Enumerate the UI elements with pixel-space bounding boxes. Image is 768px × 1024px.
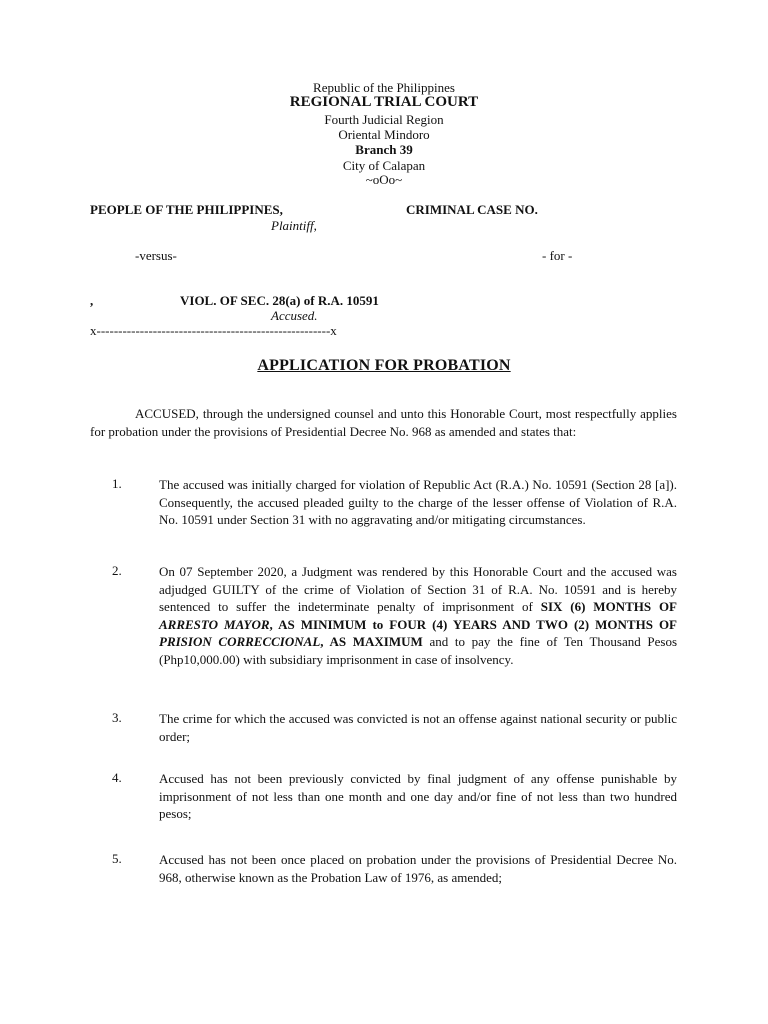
accused-role: Accused. [271,308,318,323]
item-2-bold-c: , AS MAXIMUM [320,634,423,650]
item-2-bold-b: , AS MINIMUM to FOUR (4) YEARS AND TWO (2) MONTHS OF [269,616,677,632]
item-number: 4. [112,770,122,785]
item-2-bold-a: SIX (6) MONTHS OF [540,599,678,615]
item-4-text: Accused has not been previously convicted by final judgment of any offense punishable by imprisonment of not less than one month and one day and/or fine of not less than two hundred pesos; [159,771,677,822]
document-title: APPLICATION FOR PROBATION [257,357,511,374]
offense-label: VIOL. OF SEC. 28(a) of R.A. 10591 [180,293,379,308]
item-2-prision-correccional: PRISION CORRECCIONAL [159,634,321,650]
header-province: Oriental Mindoro [338,127,430,142]
caption-divider: x------------------------------------------------------x [90,323,337,338]
header-ornament: ~oOo~ [365,172,403,187]
item-number: 1. [112,476,122,491]
item-2-text-b: and to pay the fine of Ten Thousand Pesos (Php10,000.00) with subsidiary imprisonment in case of insolvency. [159,634,678,667]
plaintiff-role: Plaintiff, [271,218,317,233]
header-region: Fourth Judicial Region [324,112,444,127]
accused-name-comma: , [90,293,94,308]
item-number: 5. [112,851,122,866]
header-republic: Republic of the Philippines [313,80,455,95]
intro-paragraph: ACCUSED, through the undersigned counsel and unto this Honorable Court, most respectfully applies for probation under the provisions of Presidential Decree No. 968 as amended and states that: [90,406,677,439]
header-court: REGIONAL TRIAL COURT [289,94,479,110]
item-1-text: The accused was initially charged for violation of Republic Act (R.A.) No. 10591 (Section 28 [a]). Consequently, the accused pleaded guilty to the charge of the lesser offense of Violation of R.A. No. 10591 under Section 31 with no aggravating and/or mitigating circumstances. [159,477,677,528]
case-number-label: CRIMINAL CASE NO. [406,202,538,217]
item-3-text: The crime for which the accused was convicted is not an offense against national security or public order; [159,711,677,744]
item-5-text: Accused has not been once placed on probation under the provisions of Presidential Decree No. 968, otherwise known as the Probation Law of 1976, as amended; [159,852,677,885]
item-number: 2. [112,563,122,578]
versus-label: -versus- [135,248,177,263]
for-label: - for - [542,248,573,263]
item-2-arresto-mayor: ARRESTO MAYOR [159,616,270,632]
header-city: City of Calapan [342,158,426,173]
item-2-text [159,563,677,669]
header-branch: Branch 39 [355,142,413,157]
item-number: 3. [112,710,122,725]
item-2-text-a: On 07 September 2020, a Judgment was rendered by this Honorable Court and the accused was adjudged GUILTY of the crime of Violation of Section 31 of R.A. No. 10591 and is hereby sentenced to suffer the indeterminate penalty of imprisonment of [159,564,677,615]
plaintiff-name: PEOPLE OF THE PHILIPPINES, [90,202,283,217]
